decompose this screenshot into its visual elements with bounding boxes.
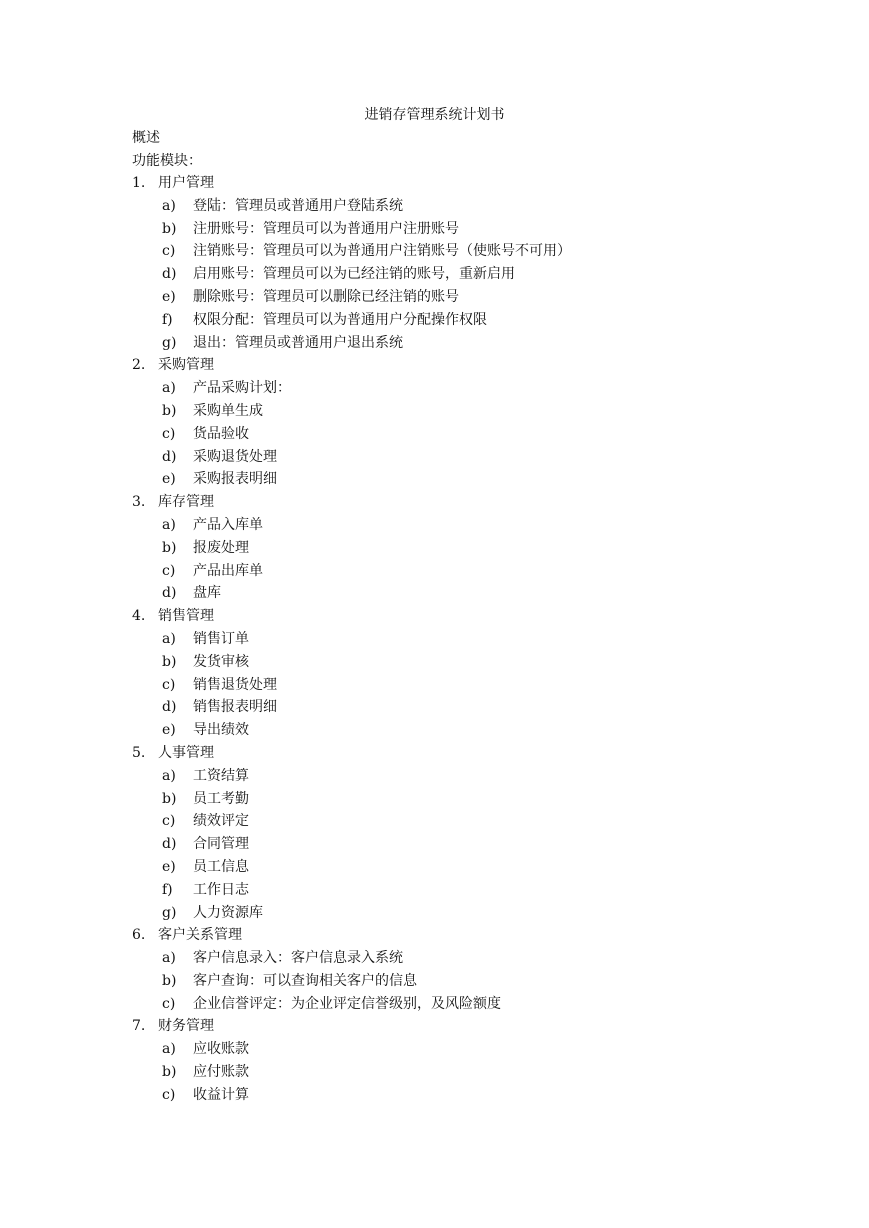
list-item [0, 400, 869, 423]
section-title: 销售管理 [158, 608, 214, 625]
item-letter: a) [162, 197, 176, 214]
item-text: 盘库 [193, 585, 221, 602]
item-letter: a) [162, 950, 176, 967]
list-item [0, 309, 869, 332]
section-heading [0, 742, 869, 765]
item-letter: d) [162, 266, 177, 283]
section-heading [0, 605, 869, 628]
item-text: 收益计算 [193, 1086, 249, 1103]
item-text: 企业信誉评定：为企业评定信誉级别，及风险额度 [193, 995, 501, 1012]
item-letter: d) [162, 699, 177, 716]
item-letter: f) [162, 311, 173, 328]
item-text: 报废处理 [193, 539, 249, 556]
list-item [0, 993, 869, 1016]
item-letter: b) [162, 402, 177, 419]
list-item [0, 377, 869, 400]
item-letter: a) [162, 516, 176, 533]
list-item [0, 696, 869, 719]
item-letter: c) [162, 562, 176, 579]
list-item [0, 240, 869, 263]
overview-heading: 概述 [132, 130, 160, 146]
item-text: 销售报表明细 [193, 699, 277, 716]
list-item [0, 856, 869, 879]
item-letter: c) [162, 243, 176, 260]
list-item [0, 560, 869, 583]
item-letter: e) [162, 471, 176, 488]
item-text: 退出：管理员或普通用户退出系统 [193, 334, 403, 351]
item-letter: e) [162, 858, 176, 875]
item-text: 启用账号：管理员可以为已经注销的账号，重新启用 [193, 266, 515, 283]
section-heading [0, 354, 869, 377]
item-letter: e) [162, 722, 176, 739]
item-text: 登陆：管理员或普通用户登陆系统 [193, 197, 403, 214]
item-letter: c) [162, 425, 176, 442]
section-heading [0, 924, 869, 947]
item-text: 绩效评定 [193, 813, 249, 830]
item-text: 员工信息 [193, 858, 249, 875]
list-item [0, 537, 869, 560]
section-title: 采购管理 [158, 357, 214, 374]
section-number: 6. [132, 927, 146, 944]
list-item [0, 628, 869, 651]
item-letter: c) [162, 1086, 176, 1103]
list-item [0, 719, 869, 742]
item-text: 货品验收 [193, 425, 249, 442]
section-title: 客户关系管理 [158, 927, 242, 944]
item-text: 工作日志 [193, 881, 249, 898]
modules-heading: 功能模块： [132, 153, 202, 169]
item-letter: b) [162, 653, 177, 670]
list-item [0, 423, 869, 446]
section-number: 5. [132, 744, 146, 761]
section-title: 库存管理 [158, 494, 214, 511]
item-letter: f) [162, 881, 173, 898]
list-item [0, 218, 869, 241]
item-text: 发货审核 [193, 653, 249, 670]
item-text: 人力资源库 [193, 904, 263, 921]
item-letter: b) [162, 972, 177, 989]
section-heading [0, 172, 869, 195]
list-item [0, 1038, 869, 1061]
item-text: 产品采购计划： [193, 380, 291, 397]
item-text: 导出绩效 [193, 722, 249, 739]
section-number: 2. [132, 357, 146, 374]
list-item [0, 970, 869, 993]
list-item [0, 332, 869, 355]
list-item [0, 879, 869, 902]
list-item [0, 514, 869, 537]
section-heading [0, 1015, 869, 1038]
item-text: 采购退货处理 [193, 448, 277, 465]
module-list [0, 172, 869, 1107]
item-text: 产品入库单 [193, 516, 263, 533]
section-heading [0, 491, 869, 514]
item-text: 注册账号：管理员可以为普通用户注册账号 [193, 220, 459, 237]
item-letter: d) [162, 836, 177, 853]
item-letter: a) [162, 767, 176, 784]
item-letter: c) [162, 995, 176, 1012]
item-text: 合同管理 [193, 836, 249, 853]
list-item [0, 674, 869, 697]
list-item [0, 263, 869, 286]
item-text: 权限分配：管理员可以为普通用户分配操作权限 [193, 311, 487, 328]
item-text: 应收账款 [193, 1041, 249, 1058]
list-item [0, 788, 869, 811]
item-text: 客户信息录入：客户信息录入系统 [193, 950, 403, 967]
list-item [0, 902, 869, 925]
list-item [0, 286, 869, 309]
item-letter: a) [162, 630, 176, 647]
list-item [0, 1061, 869, 1084]
item-letter: b) [162, 790, 177, 807]
section-number: 1. [132, 175, 146, 191]
list-item [0, 446, 869, 469]
list-item [0, 195, 869, 218]
list-item [0, 765, 869, 788]
list-item [0, 582, 869, 605]
item-letter: g) [162, 904, 177, 921]
list-item [0, 1084, 869, 1107]
item-text: 销售退货处理 [193, 676, 277, 693]
item-text: 采购单生成 [193, 402, 263, 419]
section-number: 7. [132, 1018, 146, 1035]
section-title: 人事管理 [158, 744, 214, 761]
document-title: 进销存管理系统计划书 [364, 107, 505, 123]
item-letter: e) [162, 288, 176, 305]
item-letter: a) [162, 380, 176, 397]
list-item [0, 833, 869, 856]
item-letter: d) [162, 585, 177, 602]
section-title: 用户管理 [158, 175, 214, 191]
item-text: 产品出库单 [193, 562, 263, 579]
item-text: 工资结算 [193, 767, 249, 784]
list-item [0, 810, 869, 833]
item-text: 应付账款 [193, 1064, 249, 1081]
section-title: 财务管理 [158, 1018, 214, 1035]
item-text: 采购报表明细 [193, 471, 277, 488]
item-text: 销售订单 [193, 630, 249, 647]
item-letter: b) [162, 220, 177, 237]
item-letter: b) [162, 539, 177, 556]
item-text: 客户查询：可以查询相关客户的信息 [193, 972, 417, 989]
list-item [0, 947, 869, 970]
list-item [0, 651, 869, 674]
item-text: 删除账号：管理员可以删除已经注销的账号 [193, 288, 459, 305]
list-item [0, 468, 869, 491]
item-letter: g) [162, 334, 177, 351]
section-number: 3. [132, 494, 146, 511]
section-number: 4. [132, 608, 146, 625]
item-letter: c) [162, 813, 176, 830]
item-letter: b) [162, 1064, 177, 1081]
item-text: 注销账号：管理员可以为普通用户注销账号（使账号不可用） [193, 243, 571, 260]
item-letter: c) [162, 676, 176, 693]
item-letter: a) [162, 1041, 176, 1058]
item-text: 员工考勤 [193, 790, 249, 807]
item-letter: d) [162, 448, 177, 465]
